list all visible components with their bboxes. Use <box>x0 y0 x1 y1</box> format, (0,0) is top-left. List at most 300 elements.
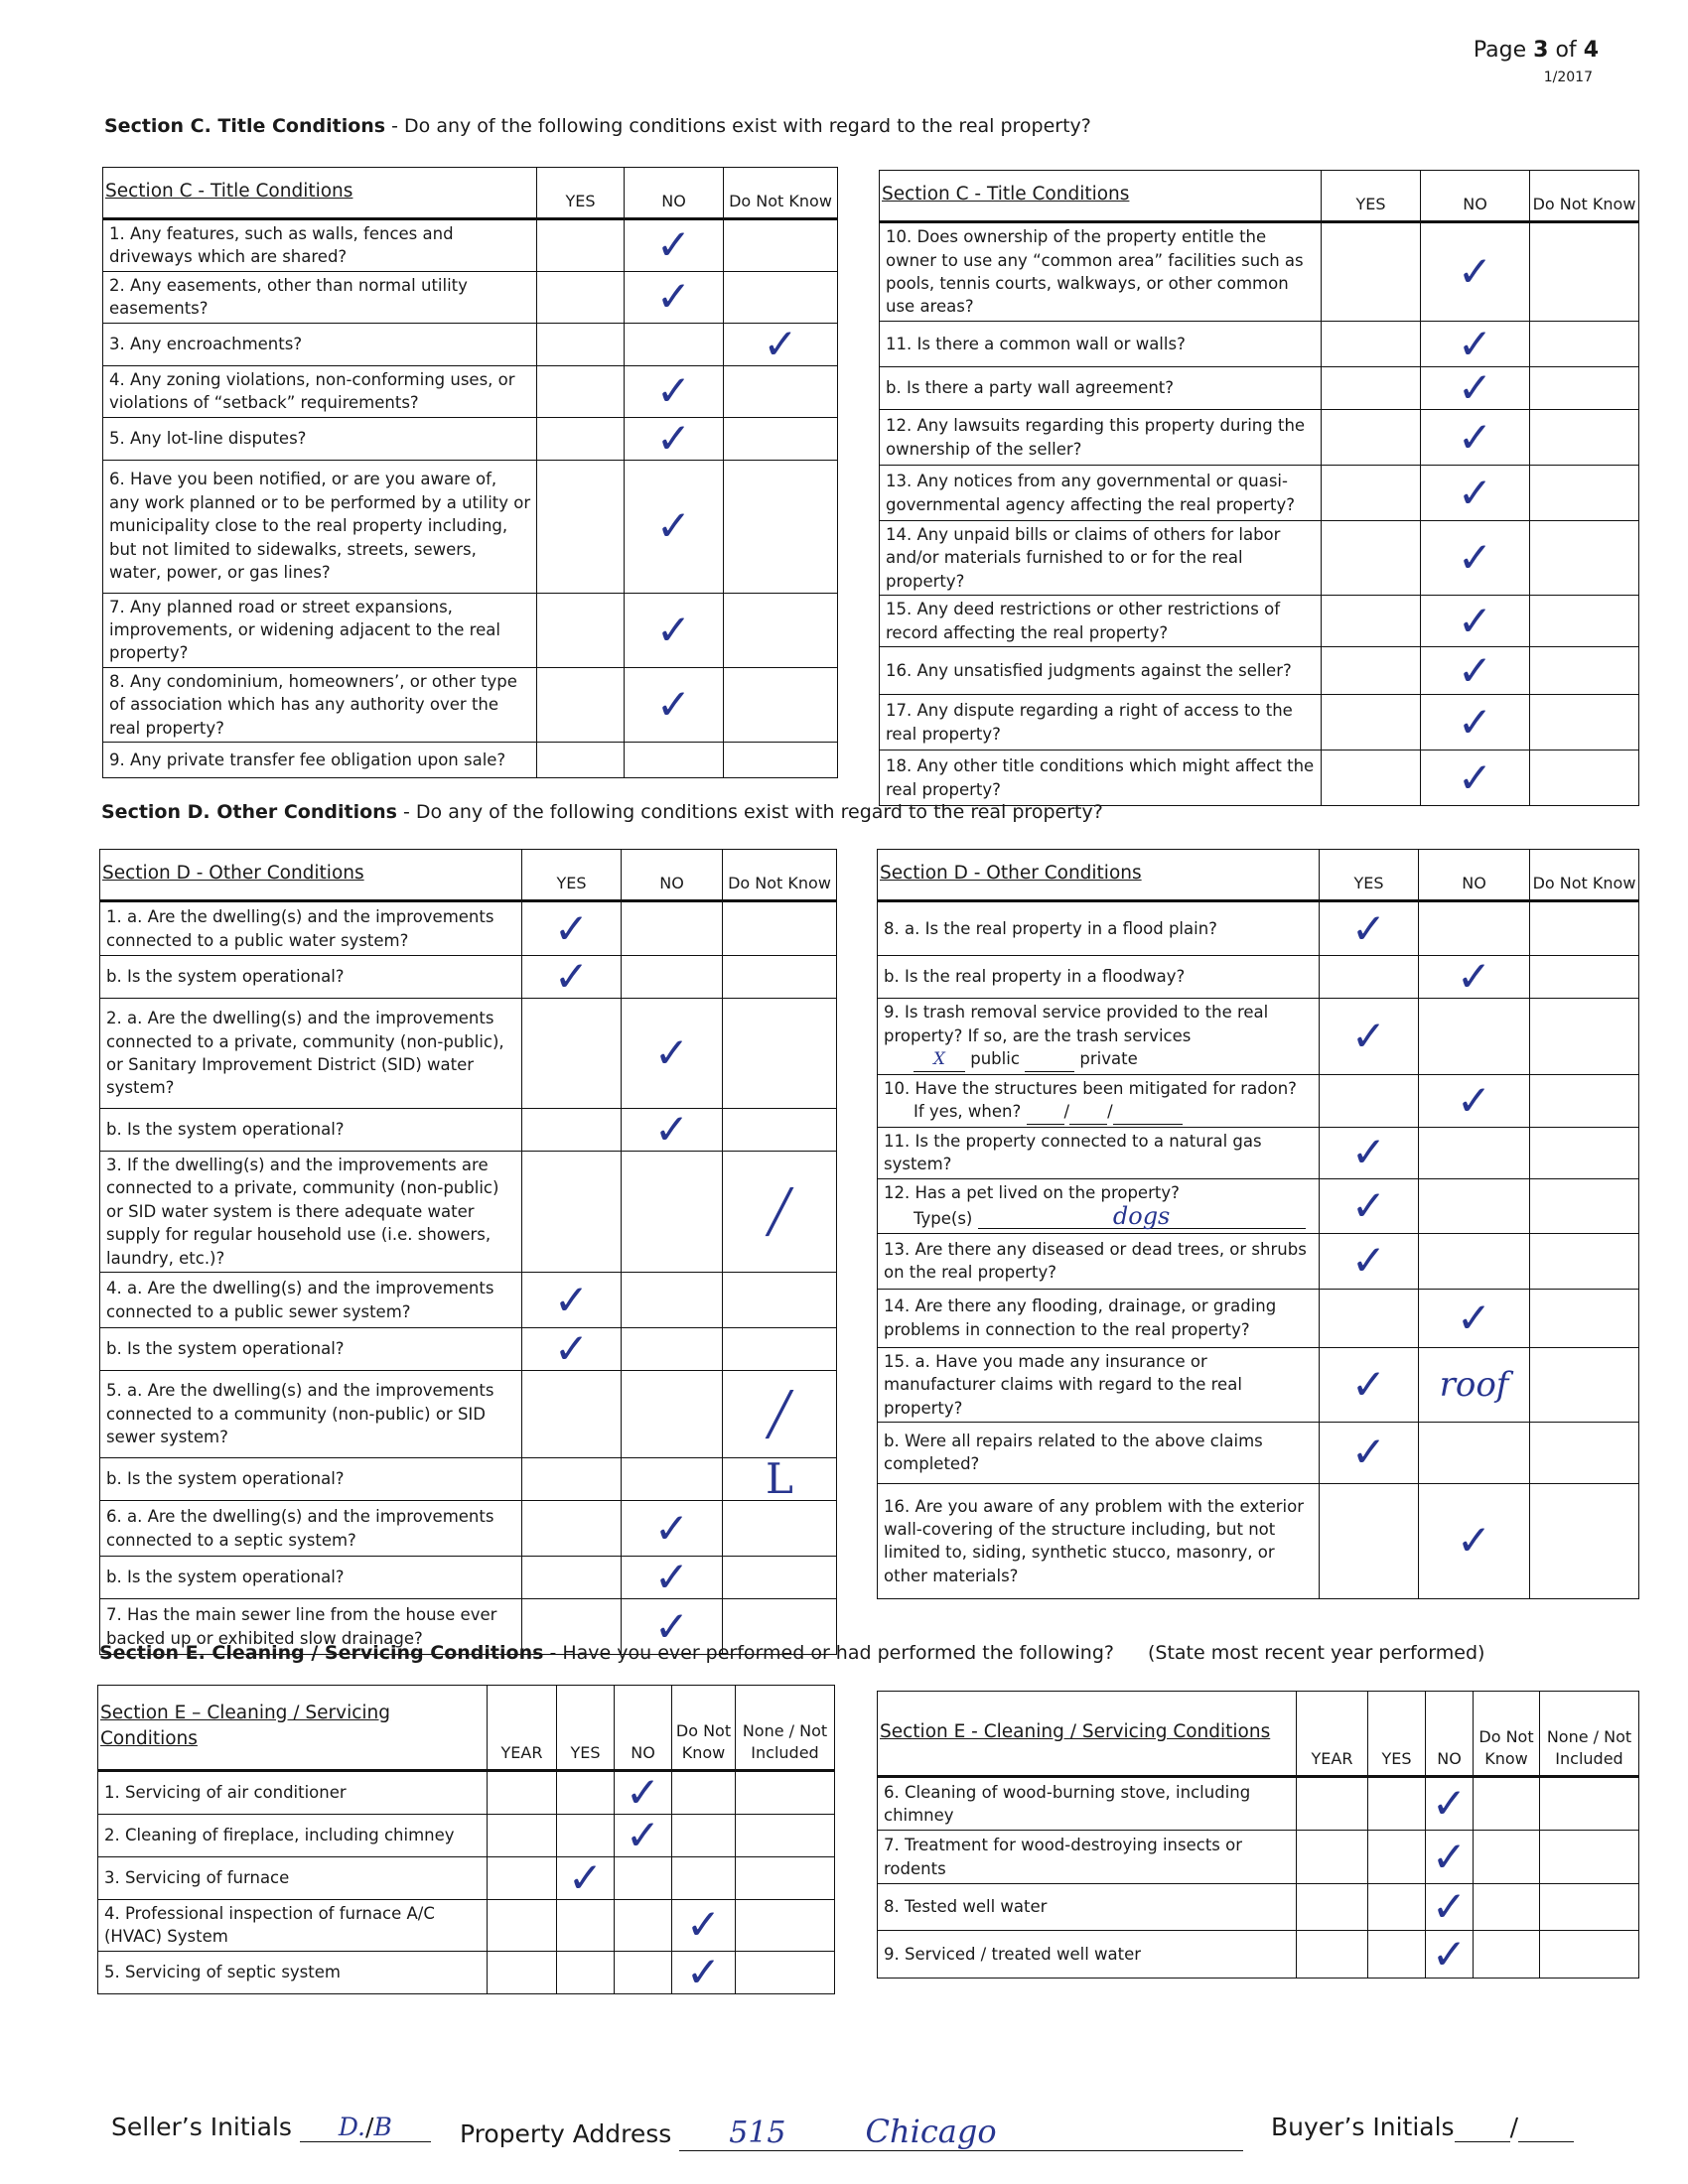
answer-no-cell[interactable]: ✓ <box>1421 695 1530 751</box>
col-yes: YES <box>537 168 625 219</box>
col-no: NO <box>622 850 723 901</box>
answer-dnk-cell[interactable] <box>1530 410 1639 466</box>
question-text: 1. a. Are the dwelling(s) and the improvements connected to a public water system? <box>100 901 522 956</box>
question-text: 2. a. Are the dwelling(s) and the improvements connected to a private, community (non-public), or Sanitary Improvement District (SID) water system? <box>100 999 522 1109</box>
answer-dnk-cell[interactable] <box>1530 695 1639 751</box>
answer-no-cell[interactable] <box>1419 1127 1530 1178</box>
question-text: 16. Any unsatisfied judgments against the seller? <box>880 647 1322 695</box>
table-row <box>878 1931 1639 1979</box>
answer-dnk-cell[interactable] <box>723 956 837 999</box>
answer-no-cell[interactable]: ✓ <box>1421 367 1530 410</box>
answer-no-cell[interactable]: roof <box>1419 1347 1530 1422</box>
table-row <box>103 460 838 593</box>
answer-yes-cell[interactable] <box>537 323 625 365</box>
answer-year-cell[interactable] <box>1297 1777 1368 1831</box>
question-text: b. Is the system operational? <box>100 1328 522 1371</box>
table-title: Section C - Title Conditions <box>103 168 537 219</box>
answer-no-cell[interactable]: ✓ <box>1421 222 1530 322</box>
answer-no-cell[interactable]: ✓ <box>622 1501 723 1557</box>
col-yes: YES <box>557 1686 615 1771</box>
answer-yes-cell[interactable] <box>557 1951 615 1993</box>
answer-yes-cell[interactable] <box>1322 367 1421 410</box>
answer-dnk-cell[interactable] <box>724 743 838 778</box>
answer-no-cell[interactable]: ✓ <box>1426 1884 1474 1931</box>
answer-no-cell[interactable]: ✓ <box>1421 647 1530 695</box>
answer-yes-cell[interactable] <box>1322 322 1421 367</box>
answer-dnk-cell[interactable]: ✓ <box>672 1951 736 1993</box>
answer-dnk-cell[interactable] <box>1530 1178 1639 1233</box>
answer-none-cell[interactable] <box>1540 1931 1639 1979</box>
answer-no-cell[interactable] <box>622 1458 723 1501</box>
question-text: 6. a. Are the dwelling(s) and the improvements connected to a septic system? <box>100 1501 522 1557</box>
question-text: 4. Any zoning violations, non-conforming uses, or violations of “setback” requirements? <box>103 365 537 417</box>
property-address-field[interactable]: 515 Chicago <box>679 2113 1243 2151</box>
question-text: 13. Any notices from any governmental or quasi-governmental agency affecting the real property? <box>880 466 1322 521</box>
answer-dnk-cell[interactable] <box>1474 1777 1540 1831</box>
question-text: 9. Is trash removal service provided to the real property? If so, are the trash services X public private <box>878 999 1320 1075</box>
answer-yes-cell[interactable] <box>537 460 625 593</box>
answer-dnk-cell[interactable] <box>724 460 838 593</box>
table-row <box>103 271 838 323</box>
page-number: Page 3 of 4 <box>1473 38 1599 63</box>
answer-no-cell[interactable]: ✓ <box>615 1771 672 1815</box>
answer-none-cell[interactable] <box>1540 1777 1639 1831</box>
answer-yes-cell[interactable] <box>557 1771 615 1815</box>
answer-yes-cell[interactable] <box>522 999 622 1109</box>
answer-dnk-cell[interactable]: L <box>723 1458 837 1501</box>
table-row <box>878 1289 1639 1347</box>
table-title: Section E – Cleaning / Servicing Conditions <box>98 1686 488 1771</box>
answer-yes-cell[interactable] <box>1322 751 1421 806</box>
property-address-label: Property Address <box>460 2119 672 2148</box>
answer-year-cell[interactable] <box>488 1951 557 1993</box>
answer-dnk-cell[interactable]: ╱ <box>723 1152 837 1273</box>
col-yes: YES <box>1368 1692 1426 1777</box>
question-text: 13. Are there any diseased or dead trees, or shrubs on the real property? <box>878 1233 1320 1289</box>
answer-yes-cell[interactable] <box>1322 695 1421 751</box>
answer-dnk-cell[interactable] <box>1530 521 1639 596</box>
answer-none-cell[interactable] <box>736 1815 835 1857</box>
answer-dnk-cell[interactable] <box>723 999 837 1109</box>
col-do-not-know: Do Not Know <box>1474 1692 1540 1777</box>
answer-yes-cell[interactable] <box>1322 410 1421 466</box>
answer-yes-cell[interactable] <box>522 1501 622 1557</box>
answer-no-cell[interactable]: ✓ <box>1421 466 1530 521</box>
question-text: 3. Any encroachments? <box>103 323 537 365</box>
answer-no-cell[interactable]: ✓ <box>1421 322 1530 367</box>
answer-no-cell[interactable] <box>615 1857 672 1900</box>
answer-dnk-cell[interactable] <box>1530 1422 1639 1483</box>
question-text: 6. Cleaning of wood-burning stove, including chimney <box>878 1777 1297 1831</box>
answer-yes-cell[interactable] <box>537 667 625 742</box>
question-text: 1. Any features, such as walls, fences and driveways which are shared? <box>103 219 537 272</box>
answer-dnk-cell[interactable] <box>1530 647 1639 695</box>
answer-yes-cell[interactable]: ✓ <box>522 1273 622 1328</box>
question-text: 2. Cleaning of fireplace, including chimney <box>98 1815 488 1857</box>
table-row <box>880 596 1639 647</box>
table-row <box>880 695 1639 751</box>
answer-dnk-cell[interactable] <box>672 1771 736 1815</box>
trash-private-label: private <box>1079 1049 1138 1069</box>
answer-no-cell[interactable] <box>625 323 724 365</box>
answer-no-cell[interactable] <box>622 1328 723 1371</box>
col-year: YEAR <box>1297 1692 1368 1777</box>
answer-dnk-cell[interactable] <box>723 1273 837 1328</box>
radon-month-field[interactable] <box>1027 1100 1064 1124</box>
question-text: b. Were all repairs related to the above claims completed? <box>878 1422 1320 1483</box>
answer-dnk-cell[interactable] <box>1530 1233 1639 1289</box>
table-row <box>878 1884 1639 1931</box>
answer-no-cell[interactable]: ✓ <box>1426 1777 1474 1831</box>
answer-no-cell[interactable]: ✓ <box>1426 1931 1474 1979</box>
answer-no-cell[interactable]: ✓ <box>625 667 724 742</box>
answer-yes-cell[interactable] <box>522 1557 622 1599</box>
table-row <box>100 901 837 956</box>
answer-no-cell[interactable] <box>615 1900 672 1952</box>
answer-none-cell[interactable] <box>736 1771 835 1815</box>
question-text: 8. Tested well water <box>878 1884 1297 1931</box>
table-row <box>103 593 838 667</box>
table-row <box>880 466 1639 521</box>
answer-yes-cell[interactable]: ✓ <box>522 901 622 956</box>
table-row <box>878 1075 1639 1128</box>
answer-yes-cell[interactable]: ✓ <box>1320 1347 1419 1422</box>
answer-no-cell[interactable]: ✓ <box>1421 751 1530 806</box>
answer-dnk-cell[interactable] <box>723 1501 837 1557</box>
question-text: 3. Servicing of furnace <box>98 1857 488 1900</box>
answer-dnk-cell[interactable] <box>724 593 838 667</box>
question-text: 4. Professional inspection of furnace A/C (HVAC) System <box>98 1900 488 1952</box>
answer-no-cell[interactable]: ✓ <box>622 1557 723 1599</box>
answer-yes-cell[interactable]: ✓ <box>1320 901 1419 956</box>
answer-yes-cell[interactable] <box>537 417 625 460</box>
table-row <box>100 1458 837 1501</box>
answer-yes-cell[interactable] <box>1368 1884 1426 1931</box>
col-yes: YES <box>1322 171 1421 222</box>
answer-year-cell[interactable] <box>488 1771 557 1815</box>
col-do-not-know: Do Not Know <box>1530 850 1639 901</box>
answer-dnk-cell[interactable]: ╱ <box>723 1371 837 1458</box>
question-text: 3. If the dwelling(s) and the improvements are connected to a private, community (non-public) or SID water system is there adequate water supply for regular household use (i.e. showers, laundry, etc.)? <box>100 1152 522 1273</box>
answer-dnk-cell[interactable] <box>724 417 838 460</box>
answer-yes-cell[interactable] <box>1322 466 1421 521</box>
answer-no-cell[interactable]: ✓ <box>1421 410 1530 466</box>
radon-date: If yes, when? / / <box>884 1100 1314 1124</box>
question-text: 5. Any lot-line disputes? <box>103 417 537 460</box>
table-row <box>103 417 838 460</box>
question-text: 14. Are there any flooding, drainage, or grading problems in connection to the real property? <box>878 1289 1320 1347</box>
answer-yes-cell[interactable] <box>1322 647 1421 695</box>
answer-no-cell[interactable] <box>615 1951 672 1993</box>
answer-none-cell[interactable] <box>1540 1884 1639 1931</box>
table-row <box>103 219 838 272</box>
col-no: NO <box>615 1686 672 1771</box>
answer-no-cell[interactable] <box>1419 1422 1530 1483</box>
table-row <box>98 1900 835 1952</box>
answer-dnk-cell[interactable] <box>1530 1483 1639 1598</box>
answer-no-cell[interactable]: ✓ <box>1419 1289 1530 1347</box>
answer-year-cell[interactable] <box>488 1815 557 1857</box>
answer-dnk-cell[interactable] <box>1530 1289 1639 1347</box>
table-title: Section D - Other Conditions <box>100 850 522 901</box>
answer-dnk-cell[interactable] <box>1530 751 1639 806</box>
col-year: YEAR <box>488 1686 557 1771</box>
answer-none-cell[interactable] <box>736 1900 835 1952</box>
answer-yes-cell[interactable]: ✓ <box>1320 999 1419 1075</box>
answer-yes-cell[interactable] <box>537 365 625 417</box>
table-row <box>880 367 1639 410</box>
answer-no-cell[interactable]: ✓ <box>625 219 724 272</box>
answer-dnk-cell[interactable] <box>1530 901 1639 956</box>
answer-yes-cell[interactable] <box>537 743 625 778</box>
answer-yes-cell[interactable] <box>522 1371 622 1458</box>
answer-dnk-cell[interactable] <box>1530 1075 1639 1128</box>
answer-no-cell[interactable]: ✓ <box>625 460 724 593</box>
answer-dnk-cell[interactable] <box>724 667 838 742</box>
answer-yes-cell[interactable] <box>1368 1831 1426 1884</box>
answer-no-cell[interactable] <box>622 1152 723 1273</box>
question-text: 4. a. Are the dwelling(s) and the improvements connected to a public sewer system? <box>100 1273 522 1328</box>
answer-dnk-cell[interactable] <box>724 365 838 417</box>
answer-no-cell[interactable] <box>625 743 724 778</box>
answer-dnk-cell[interactable] <box>723 1109 837 1152</box>
col-none: None / Not Included <box>736 1686 835 1771</box>
col-do-not-know: Do Not Know <box>723 850 837 901</box>
answer-dnk-cell[interactable] <box>1530 596 1639 647</box>
answer-dnk-cell[interactable]: ✓ <box>724 323 838 365</box>
answer-yes-cell[interactable]: ✓ <box>1320 1178 1419 1233</box>
answer-none-cell[interactable] <box>736 1857 835 1900</box>
answer-year-cell[interactable] <box>488 1857 557 1900</box>
answer-no-cell[interactable] <box>1419 1178 1530 1233</box>
answer-yes-cell[interactable] <box>537 271 625 323</box>
answer-no-cell[interactable]: ✓ <box>1421 596 1530 647</box>
answer-yes-cell[interactable]: ✓ <box>1320 1127 1419 1178</box>
question-text: b. Is the system operational? <box>100 1557 522 1599</box>
table-row <box>880 521 1639 596</box>
answer-no-cell[interactable]: ✓ <box>625 593 724 667</box>
question-text: 15. a. Have you made any insurance or manufacturer claims with regard to the real property? <box>878 1347 1320 1422</box>
answer-no-cell[interactable] <box>1419 901 1530 956</box>
table-row <box>103 323 838 365</box>
answer-yes-cell[interactable] <box>522 1109 622 1152</box>
col-yes: YES <box>522 850 622 901</box>
answer-yes-cell[interactable] <box>537 219 625 272</box>
answer-no-cell[interactable]: ✓ <box>1419 956 1530 999</box>
answer-dnk-cell[interactable] <box>1530 466 1639 521</box>
answer-dnk-cell[interactable] <box>672 1857 736 1900</box>
answer-no-cell[interactable] <box>1419 1233 1530 1289</box>
answer-year-cell[interactable] <box>1297 1931 1368 1979</box>
table-row <box>878 1347 1639 1422</box>
answer-dnk-cell[interactable] <box>672 1815 736 1857</box>
question-text: 2. Any easements, other than normal utility easements? <box>103 271 537 323</box>
question-text: 9. Any private transfer fee obligation upon sale? <box>103 743 537 778</box>
col-no: NO <box>625 168 724 219</box>
answer-yes-cell[interactable] <box>537 593 625 667</box>
col-do-not-know: Do Not Know <box>1530 171 1639 222</box>
section-c-table-right <box>879 170 1639 806</box>
answer-yes-cell[interactable] <box>1368 1931 1426 1979</box>
question-text: 1. Servicing of air conditioner <box>98 1771 488 1815</box>
answer-yes-cell[interactable] <box>1368 1777 1426 1831</box>
answer-no-cell[interactable]: ✓ <box>625 365 724 417</box>
seller-initials-field[interactable]: D./B <box>300 2113 431 2142</box>
answer-no-cell[interactable]: ✓ <box>1419 1483 1530 1598</box>
seller-initials <box>111 2113 431 2142</box>
table-row <box>878 1831 1639 1884</box>
table-row <box>103 365 838 417</box>
trash-public-label: public <box>965 1049 1020 1069</box>
answer-yes-cell[interactable] <box>522 1152 622 1273</box>
question-text: 7. Treatment for wood-destroying insects or rodents <box>878 1831 1297 1884</box>
answer-dnk-cell[interactable] <box>1530 222 1639 322</box>
section-c-table-left <box>102 167 838 778</box>
question-text: 16. Are you aware of any problem with the exterior wall-covering of the structure including, but not limited to, siding, synthetic stucco, masonry, or other materials? <box>878 1483 1320 1598</box>
answer-dnk-cell[interactable] <box>1530 956 1639 999</box>
table-row <box>100 1371 837 1458</box>
table-row <box>103 743 838 778</box>
answer-dnk-cell[interactable] <box>1530 322 1639 367</box>
table-row <box>878 1422 1639 1483</box>
answer-dnk-cell[interactable] <box>723 1557 837 1599</box>
answer-no-cell[interactable]: ✓ <box>622 1599 723 1655</box>
table-row <box>880 322 1639 367</box>
question-text: 11. Is there a common wall or walls? <box>880 322 1322 367</box>
answer-no-cell[interactable]: ✓ <box>1426 1831 1474 1884</box>
radon-year-field[interactable] <box>1113 1100 1183 1124</box>
property-address <box>460 2113 1243 2151</box>
answer-yes-cell[interactable] <box>1322 596 1421 647</box>
answer-none-cell[interactable] <box>1540 1831 1639 1884</box>
answer-yes-cell[interactable] <box>1320 1483 1419 1598</box>
answer-dnk-cell[interactable] <box>1474 1931 1540 1979</box>
answer-no-cell[interactable]: ✓ <box>615 1815 672 1857</box>
table-row <box>100 956 837 999</box>
answer-yes-cell[interactable]: ✓ <box>522 956 622 999</box>
table-row <box>100 1273 837 1328</box>
question-text: 18. Any other title conditions which might affect the real property? <box>880 751 1322 806</box>
table-row <box>100 1501 837 1557</box>
table-row <box>878 1777 1639 1831</box>
table-title: Section D - Other Conditions <box>878 850 1320 901</box>
answer-no-cell[interactable]: ✓ <box>622 999 723 1109</box>
answer-year-cell[interactable] <box>1297 1831 1368 1884</box>
answer-yes-cell[interactable] <box>557 1900 615 1952</box>
answer-yes-cell[interactable] <box>557 1815 615 1857</box>
answer-no-cell[interactable] <box>622 1371 723 1458</box>
answer-yes-cell[interactable] <box>522 1458 622 1501</box>
col-none: None / Not Included <box>1540 1692 1639 1777</box>
table-row <box>880 410 1639 466</box>
table-row <box>98 1857 835 1900</box>
buyer-initials-field-1[interactable] <box>1455 2113 1510 2142</box>
answer-no-cell[interactable]: ✓ <box>1419 1075 1530 1128</box>
answer-yes-cell[interactable]: ✓ <box>557 1857 615 1900</box>
table-title: Section C - Title Conditions <box>880 171 1322 222</box>
question-text: 11. Is the property connected to a natural gas system? <box>878 1127 1320 1178</box>
question-text: b. Is the real property in a floodway? <box>878 956 1320 999</box>
section-d-table-left <box>99 849 837 1655</box>
section-e-table-right <box>877 1691 1639 1979</box>
radon-day-field[interactable] <box>1069 1100 1107 1124</box>
answer-yes-cell[interactable] <box>1322 521 1421 596</box>
table-row <box>100 1152 837 1273</box>
buyer-initials-field-2[interactable] <box>1518 2113 1574 2142</box>
answer-dnk-cell[interactable] <box>1530 1347 1639 1422</box>
table-row <box>878 1127 1639 1178</box>
answer-dnk-cell[interactable] <box>1530 1127 1639 1178</box>
pet-type <box>884 1204 1314 1230</box>
table-row <box>100 1328 837 1371</box>
answer-dnk-cell[interactable] <box>724 271 838 323</box>
table-row <box>878 1483 1639 1598</box>
col-do-not-know: Do Not Know <box>724 168 838 219</box>
trash-private-field[interactable] <box>1025 1047 1074 1071</box>
table-row <box>878 901 1639 956</box>
seller-initials-label: Seller’s Initials <box>111 2113 292 2141</box>
answer-dnk-cell[interactable] <box>1530 367 1639 410</box>
answer-dnk-cell[interactable] <box>1474 1884 1540 1931</box>
answer-year-cell[interactable] <box>1297 1884 1368 1931</box>
pet-type-field[interactable]: dogs <box>978 1204 1306 1229</box>
answer-dnk-cell[interactable] <box>723 1328 837 1371</box>
answer-yes-cell[interactable]: ✓ <box>1320 1233 1419 1289</box>
table-title: Section E - Cleaning / Servicing Conditions <box>878 1692 1297 1777</box>
question-text: 7. Any planned road or street expansions, improvements, or widening adjacent to the real property? <box>103 593 537 667</box>
col-yes: YES <box>1320 850 1419 901</box>
question-text: 7. Has the main sewer line from the house ever backed up or exhibited slow drainage? <box>100 1599 522 1655</box>
answer-yes-cell[interactable] <box>1320 956 1419 999</box>
col-do-not-know: Do Not Know <box>672 1686 736 1771</box>
table-row <box>878 956 1639 999</box>
radon-when-label: If yes, when? <box>914 1102 1022 1122</box>
buyer-initials: Buyer’s Initials / <box>1271 2113 1574 2142</box>
answer-no-cell[interactable] <box>1419 999 1530 1075</box>
answer-no-cell[interactable]: ✓ <box>625 417 724 460</box>
table-row <box>878 1178 1639 1233</box>
answer-no-cell[interactable] <box>622 1273 723 1328</box>
answer-none-cell[interactable] <box>736 1951 835 1993</box>
question-text: 12. Any lawsuits regarding this property during the ownership of the seller? <box>880 410 1322 466</box>
answer-no-cell[interactable] <box>622 901 723 956</box>
answer-yes-cell[interactable] <box>1322 222 1421 322</box>
answer-no-cell[interactable]: ✓ <box>625 271 724 323</box>
table-row <box>880 647 1639 695</box>
col-no: NO <box>1421 171 1530 222</box>
answer-yes-cell[interactable] <box>1320 1289 1419 1347</box>
table-row <box>880 222 1639 322</box>
question-text: 5. a. Are the dwelling(s) and the improvements connected to a community (non-public) or SID sewer system? <box>100 1371 522 1458</box>
answer-dnk-cell[interactable] <box>723 901 837 956</box>
answer-year-cell[interactable] <box>488 1900 557 1952</box>
answer-no-cell[interactable]: ✓ <box>622 1109 723 1152</box>
answer-no-cell[interactable]: ✓ <box>1421 521 1530 596</box>
answer-dnk-cell[interactable] <box>1530 999 1639 1075</box>
answer-yes-cell[interactable]: ✓ <box>1320 1422 1419 1483</box>
trash-public-field[interactable]: X <box>914 1047 965 1071</box>
answer-no-cell[interactable] <box>622 956 723 999</box>
table-row <box>100 1557 837 1599</box>
answer-yes-cell[interactable] <box>1320 1075 1419 1128</box>
question-text: 8. a. Is the real property in a flood plain? <box>878 901 1320 956</box>
answer-yes-cell[interactable]: ✓ <box>522 1328 622 1371</box>
answer-dnk-cell[interactable] <box>1474 1831 1540 1884</box>
answer-dnk-cell[interactable]: ✓ <box>672 1900 736 1952</box>
question-text: 6. Have you been notified, or are you aware of, any work planned or to be performed by a utility or municipality close to the real property including, but not limited to sidewalks, streets, sewers, water, power, or gas lines? <box>103 460 537 593</box>
answer-dnk-cell[interactable] <box>724 219 838 272</box>
table-row <box>98 1951 835 1993</box>
